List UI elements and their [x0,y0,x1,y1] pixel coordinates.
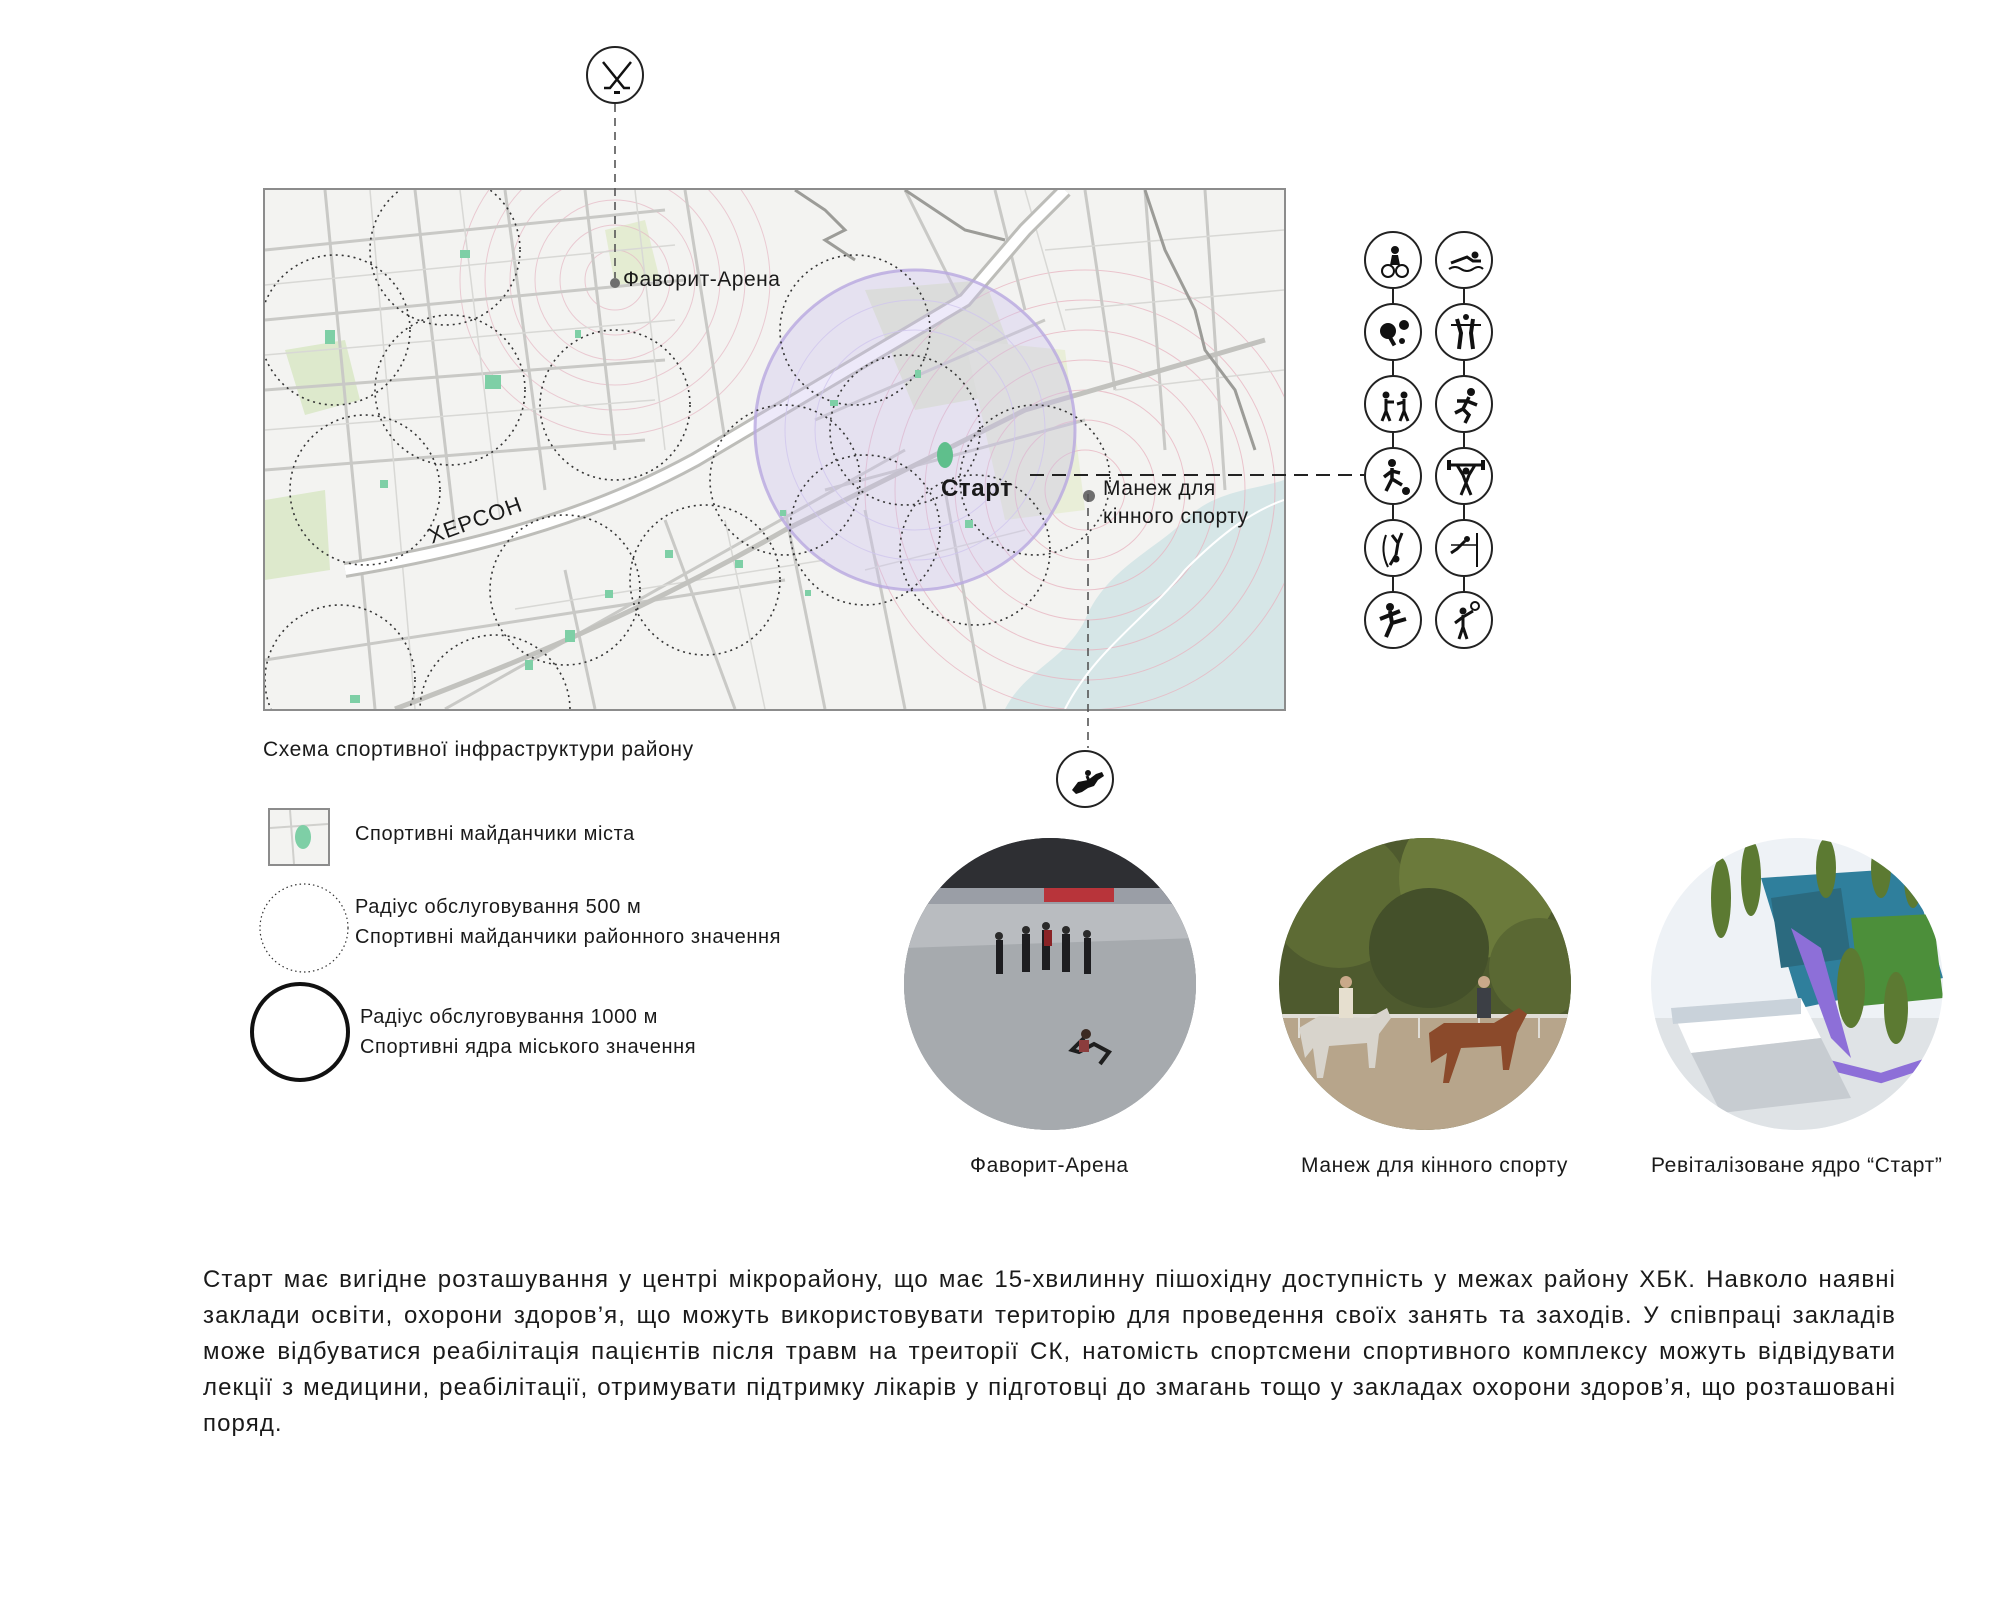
wheelchair-sport-icon [1364,231,1422,289]
swimming-icon [1435,231,1493,289]
running-icon [1435,375,1493,433]
legend-label-sport-grounds: Спортивні майданчики міста [355,823,635,845]
photo-favorit-arena [904,838,1196,1130]
high-jump-icon [1435,519,1493,577]
label-start: Старт [941,475,1013,502]
boxing-icon [1364,375,1422,433]
photo-start-core [1651,838,1943,1130]
legend-swatch-500m-radius [256,880,352,976]
label-favorit-arena: Фаворит-Арена [623,268,781,291]
label-manezh-line1: Манеж для [1103,477,1216,500]
legend-swatch-sport-ground [268,808,330,866]
description-paragraph: Старт має вигідне розташування у центрі мікрорайону, що має 15-хвилинну пішохідну доступність у межах району ХБК. Навколо наявні заклади освіти, охорони здоров’я, що можуть використовувати територію для проведення своїх занять та заходів. У співпраці закладів може відбуватися реабілітація пацієнтів після травм на треиторії СК, натомість спортсмени спортивного комплексу можуть відвідувати лекції з медицини, реабілітації, отримувати підтримку лікарів у підготовці до змагань тощо у закладах охорони здоров’я, що розташовані поряд. [203,1266,1896,1437]
karate-icon [1364,591,1422,649]
label-city-kherson: ХЕРСОН [425,491,526,549]
weightlifting-icon [1435,447,1493,505]
caption-start-core: Ревіталізоване ядро “Старт” [1651,1154,1943,1177]
legend-label-500m-line2: Спортивні майданчики районного значення [355,926,782,948]
photo-horse-arena [1279,838,1571,1130]
football-icon [1364,447,1422,505]
caption-favorit-arena: Фаворит-Арена [970,1154,1129,1177]
caption-horse-arena: Манеж для кінного спорту [1301,1154,1569,1177]
gymnastics-icon [1364,519,1422,577]
label-manezh-line2: кінного спорту [1103,505,1249,528]
legend-label-1000m-line1: Радіус обслуговування 1000 м [360,1006,659,1028]
volleyball-icon [1435,303,1493,361]
legend-swatch-1000m-radius [248,980,352,1084]
tennis-icon [1435,591,1493,649]
legend-label-500m-line1: Радіус обслуговування 500 м [355,896,642,918]
map-caption: Схема спортивної інфраструктури району [263,738,694,761]
horse-jumping-icon [1056,750,1114,808]
hockey-sticks-icon [586,46,644,104]
legend-label-1000m-line2: Спортивні ядра міського значення [360,1036,697,1058]
table-tennis-icon [1364,303,1422,361]
